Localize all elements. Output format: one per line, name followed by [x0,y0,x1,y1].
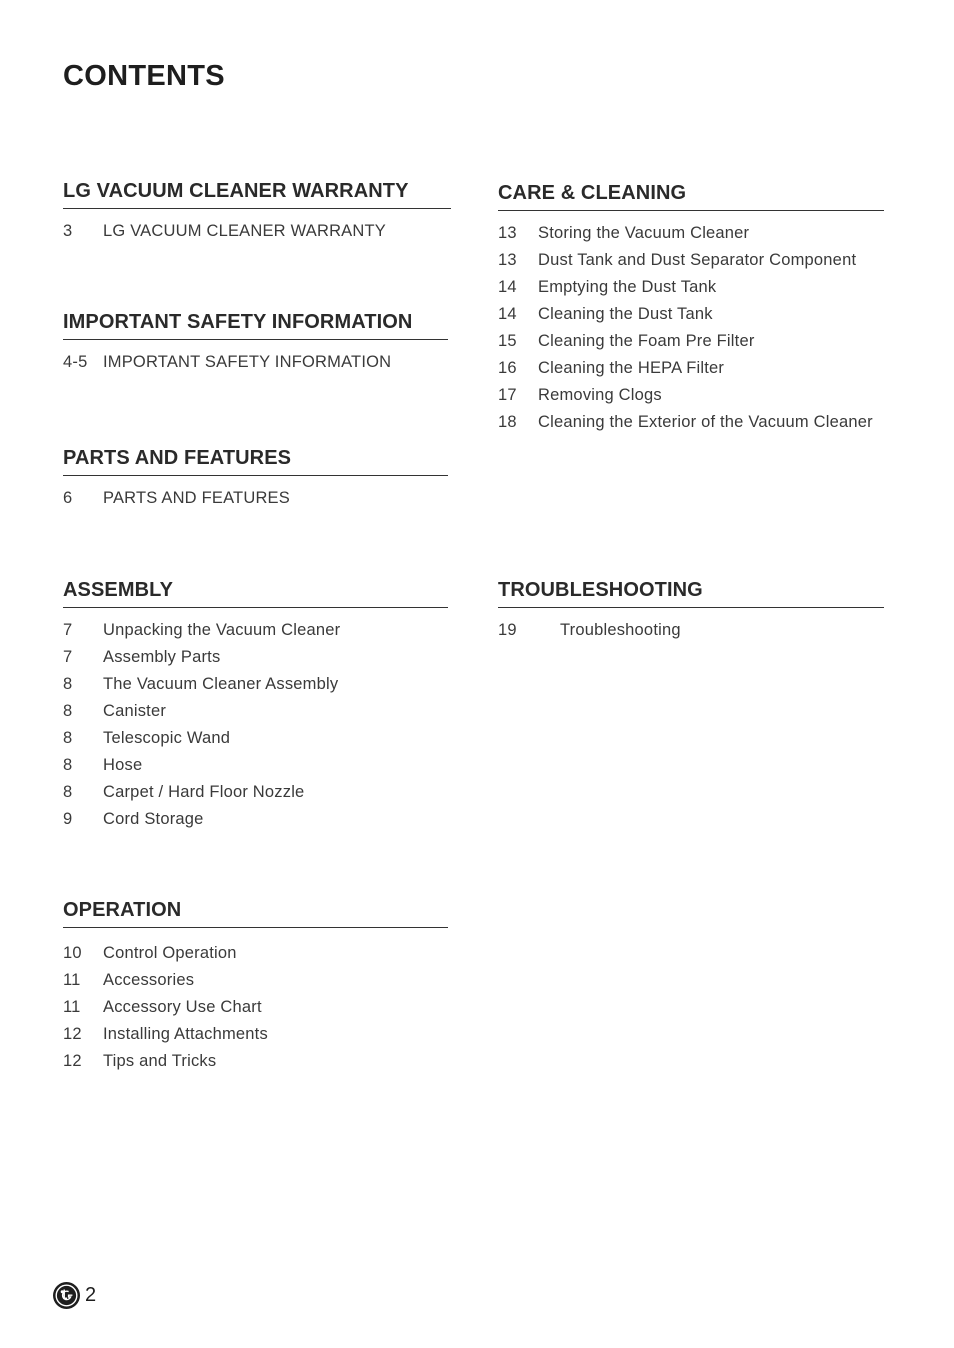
section-parts-and-features [63,447,448,512]
toc-list [63,349,448,376]
toc-entry-page: 13 [498,251,517,269]
toc-entry-page: 8 [63,756,73,774]
toc-entry-page: 3 [63,222,73,240]
toc-list [63,617,448,833]
section-safety [63,311,448,376]
toc-list [498,617,884,644]
toc-entry-title: Canister [103,702,167,720]
toc-entry-title: IMPORTANT SAFETY INFORMATION [103,353,392,371]
toc-entry-page: 12 [63,1025,82,1043]
toc-entry-title: Dust Tank and Dust Separator Component [538,251,857,269]
toc-entry-page: 19 [498,621,517,639]
toc-entry-title: Cleaning the HEPA Filter [538,359,725,377]
toc-entry-title: Removing Clogs [538,386,662,404]
toc-entry-page: 15 [498,332,517,350]
toc-entry-title: Accessory Use Chart [103,998,262,1016]
toc-entry [63,485,448,512]
toc-entry-title: Cleaning the Exterior of the Vacuum Cleaner [538,413,873,431]
toc-entry-page: 6 [63,489,73,507]
section-heading: LG VACUUM CLEANER WARRANTY [63,180,451,209]
toc-list [498,220,884,436]
page-title: CONTENTS [63,60,225,92]
toc-entry [63,994,448,1021]
section-heading: IMPORTANT SAFETY INFORMATION [63,311,448,340]
toc-entry-page: 11 [63,971,81,989]
section-heading: CARE & CLEANING [498,182,884,211]
toc-entry [63,752,448,779]
toc-entry-title: Tips and Tricks [103,1052,217,1070]
toc-entry [498,382,884,409]
toc-entry [498,355,884,382]
toc-entry-title: Carpet / Hard Floor Nozzle [103,783,305,801]
toc-entry-title: Troubleshooting [560,621,681,639]
toc-entry [63,698,448,725]
toc-entry-page: 18 [498,413,517,431]
toc-entry-title: Installing Attachments [103,1025,268,1043]
toc-entry-title: Cord Storage [103,810,204,828]
toc-entry-page: 13 [498,224,517,242]
section-heading: OPERATION [63,899,448,928]
toc-entry-page: 8 [63,702,73,720]
toc-entry-title: PARTS AND FEATURES [103,489,290,507]
toc-entry-title: Cleaning the Dust Tank [538,305,713,323]
toc-entry [63,779,448,806]
toc-entry [63,940,448,967]
toc-entry-page: 12 [63,1052,82,1070]
toc-entry-page: 14 [498,278,517,296]
toc-entry-title: Emptying the Dust Tank [538,278,717,296]
toc-entry-title: Accessories [103,971,195,989]
section-assembly [63,579,448,833]
toc-list [63,940,448,1075]
toc-entry-page: 11 [63,998,81,1016]
section-warranty [63,180,451,245]
toc-entry-title: Control Operation [103,944,237,962]
toc-entry [63,644,448,671]
toc-entry-page: 9 [63,810,73,828]
toc-entry-title: The Vacuum Cleaner Assembly [103,675,339,693]
lg-logo-icon [53,1282,80,1309]
toc-entry-page: 16 [498,359,517,377]
toc-entry-page: 4-5 [63,353,88,371]
toc-entry-page: 17 [498,386,517,404]
toc-entry-title: Storing the Vacuum Cleaner [538,224,750,242]
section-troubleshooting [498,579,884,644]
toc-entry [63,1048,448,1075]
toc-entry [63,349,448,376]
toc-entry-page: 8 [63,783,73,801]
toc-entry [63,218,451,245]
toc-entry-page: 7 [63,621,73,639]
toc-entry [498,409,884,436]
page-footer [53,1282,96,1309]
section-heading: PARTS AND FEATURES [63,447,448,476]
toc-entry [498,220,884,247]
section-care-and-cleaning [498,182,884,436]
toc-entry [63,617,448,644]
toc-entry [63,967,448,994]
section-heading: TROUBLESHOOTING [498,579,884,608]
toc-entry-page: 14 [498,305,517,323]
toc-entry-title: LG VACUUM CLEANER WARRANTY [103,222,386,240]
toc-entry [498,274,884,301]
toc-entry [63,1021,448,1048]
toc-entry-title: Cleaning the Foam Pre Filter [538,332,755,350]
toc-list [63,485,448,512]
toc-entry [498,247,884,274]
section-operation [63,899,448,1075]
toc-entry [498,328,884,355]
toc-entry-page: 7 [63,648,73,666]
page-number: 2 [85,1284,97,1306]
toc-entry-title: Unpacking the Vacuum Cleaner [103,621,341,639]
toc-entry-page: 10 [63,944,82,962]
toc-entry [63,725,448,752]
toc-entry [63,671,448,698]
toc-entry-page: 8 [63,729,73,747]
section-heading: ASSEMBLY [63,579,448,608]
toc-entry-page: 8 [63,675,73,693]
toc-list [63,218,451,245]
toc-entry [498,617,884,644]
toc-entry-title: Hose [103,756,143,774]
toc-entry-title: Telescopic Wand [103,729,231,747]
toc-entry-title: Assembly Parts [103,648,221,666]
toc-entry [498,301,884,328]
toc-entry [63,806,448,833]
